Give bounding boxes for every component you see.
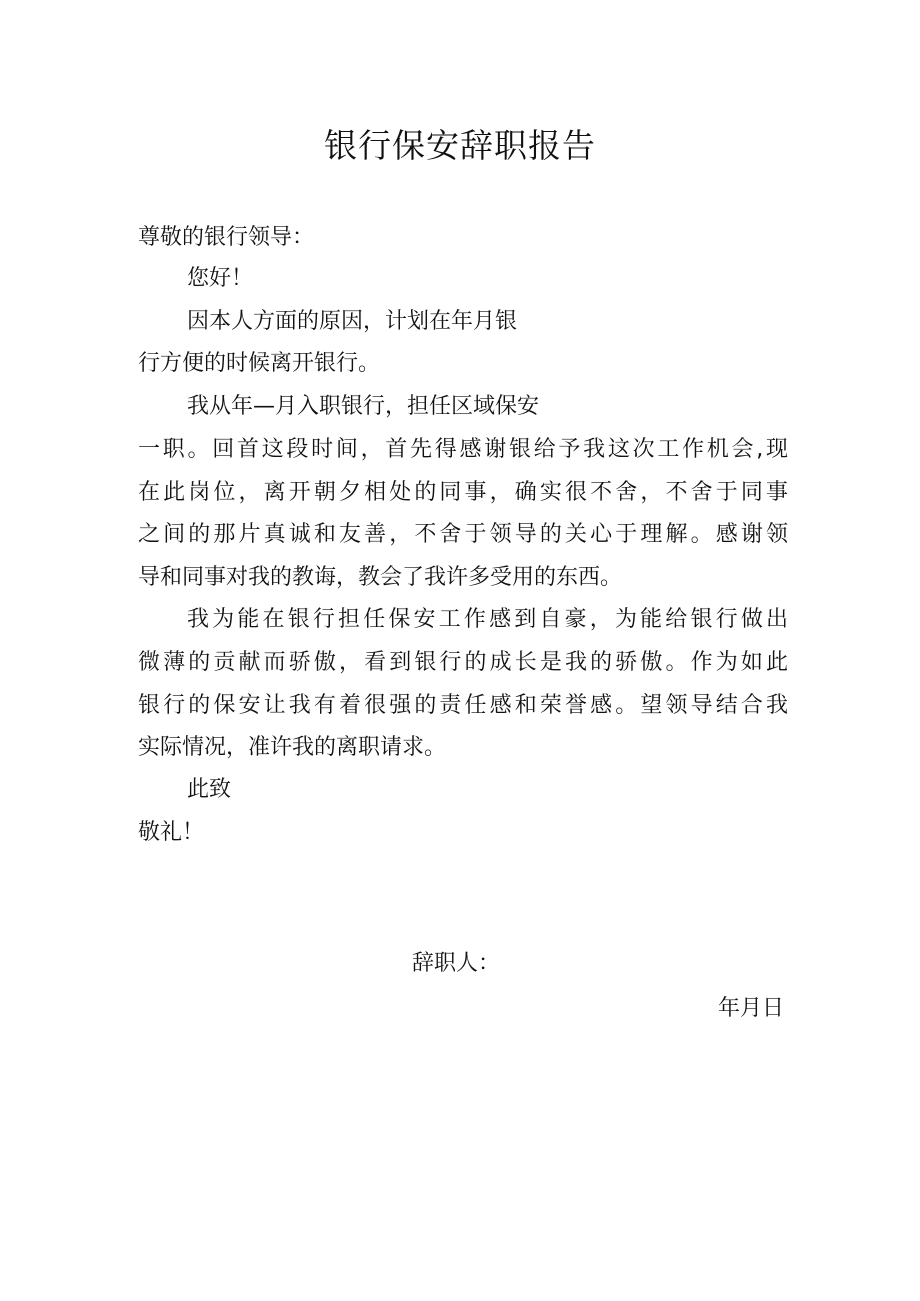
paragraph-2-line-1: 我从年—月入职银行，担任区域保安	[187, 394, 540, 419]
paragraph-2-line-5: 导和同事对我的教诲，教会了我许多受用的东西。	[138, 565, 623, 590]
paragraph-3-line-1: 我为能在银行担任保安工作感到自豪，为能给银行做出	[187, 607, 788, 632]
date-label: 年月日	[717, 996, 784, 1021]
signer-label: 辞职人：	[412, 951, 501, 976]
paragraph-1-line-1: 因本人方面的原因，计划在年月银	[187, 309, 518, 334]
closing-line-2: 敬礼！	[138, 820, 205, 845]
paragraph-1-line-2: 行方便的时候离开银行。	[138, 351, 381, 376]
greeting: 您好！	[187, 266, 254, 291]
paragraph-2-line-2: 一职。回首这段时间，首先得感谢银给予我这次工作机会,现	[138, 437, 788, 462]
paragraph-2-line-3: 在此岗位，离开朝夕相处的同事，确实很不舍，不舍于同事	[138, 480, 788, 505]
paragraph-3-line-3: 银行的保安让我有着很强的责任感和荣誉感。望领导结合我	[138, 693, 788, 718]
paragraph-2-line-4: 之间的那片真诚和友善，不舍于领导的关心于理解。感谢领	[138, 522, 788, 547]
closing-line-1: 此致	[187, 777, 232, 802]
paragraph-3-line-2: 微薄的贡献而骄傲，看到银行的成长是我的骄傲。作为如此	[138, 650, 788, 675]
document-title: 银行保安辞职报告	[324, 126, 596, 165]
salutation: 尊敬的银行领导：	[138, 225, 315, 250]
paragraph-3-line-4: 实际情况，准许我的离职请求。	[138, 735, 447, 760]
